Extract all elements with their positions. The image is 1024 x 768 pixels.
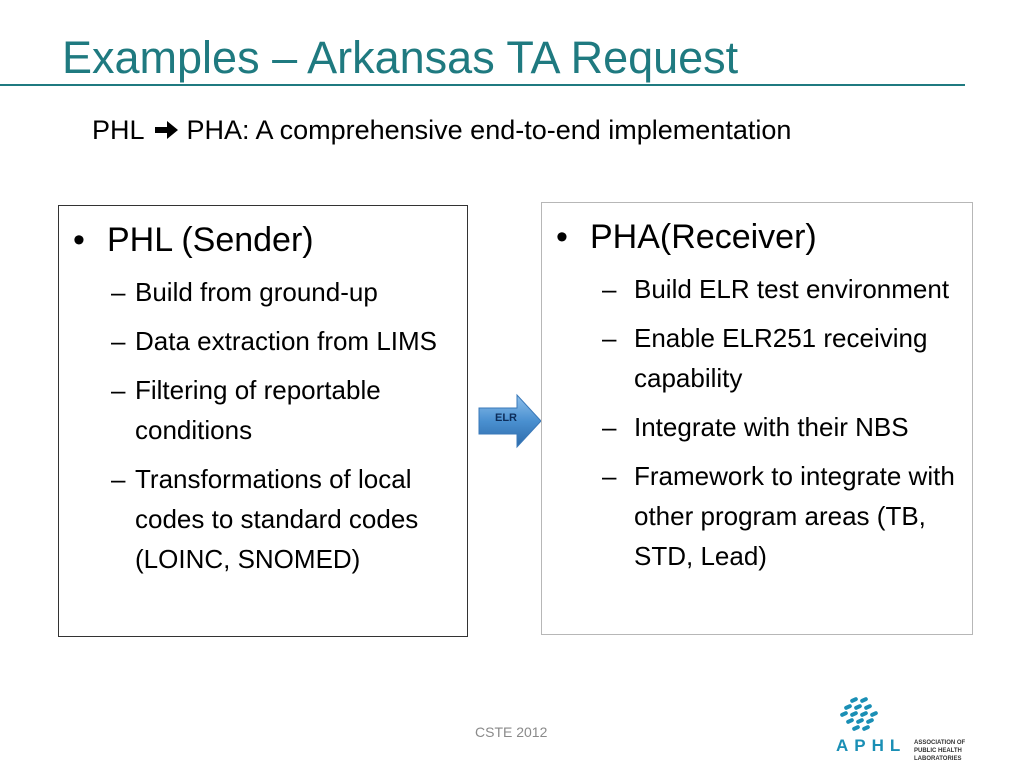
dash-icon: – xyxy=(602,274,617,304)
title-divider xyxy=(0,84,965,86)
bullet-icon: • xyxy=(556,218,568,256)
bullet-icon: • xyxy=(73,221,85,259)
dash-icon: – xyxy=(602,461,617,491)
list-item xyxy=(556,407,962,447)
slide-subtitle xyxy=(92,113,791,147)
list-item xyxy=(73,321,457,361)
list-item-text: Enable ELR251 receiving capability xyxy=(634,323,928,393)
subtitle-source: PHL xyxy=(92,115,145,145)
subtitle-target: PHA: A comprehensive end-to-end implementation xyxy=(186,115,792,145)
sender-heading-text: PHL (Sender) xyxy=(107,221,314,259)
receiver-list xyxy=(556,269,962,576)
list-item xyxy=(73,272,457,312)
arrow-right-icon xyxy=(153,119,179,141)
dash-icon: – xyxy=(111,326,126,356)
list-item-text: Build from ground-up xyxy=(135,277,378,307)
elr-label: ELR xyxy=(495,412,517,424)
dash-icon: – xyxy=(111,375,126,405)
aphl-logo-mark-icon xyxy=(836,696,880,736)
sender-heading xyxy=(73,218,457,262)
dash-icon: – xyxy=(602,323,617,353)
receiver-panel xyxy=(541,202,973,635)
list-item xyxy=(73,459,457,579)
receiver-heading-text: PHA(Receiver) xyxy=(590,218,817,256)
list-item-text: Integrate with their NBS xyxy=(634,412,909,442)
list-item xyxy=(556,318,962,398)
list-item-text: Data extraction from LIMS xyxy=(135,326,437,356)
dash-icon: – xyxy=(111,464,126,494)
footer-text: CSTE 2012 xyxy=(475,724,548,740)
sender-list xyxy=(73,272,457,579)
dash-icon: – xyxy=(602,412,617,442)
logo-wordmark: APHL xyxy=(836,736,907,755)
dash-icon: – xyxy=(111,277,126,307)
receiver-heading xyxy=(556,215,962,259)
logo-tagline: ASSOCIATION OF PUBLIC HEALTH LABORATORIES xyxy=(914,740,966,762)
sender-panel xyxy=(58,205,468,637)
list-item xyxy=(556,269,962,309)
list-item-text: Filtering of reportable conditions xyxy=(135,375,381,445)
slide-title: Examples – Arkansas TA Request xyxy=(62,32,739,83)
list-item xyxy=(73,370,457,450)
list-item xyxy=(556,456,962,576)
list-item-text: Transformations of local codes to standard codes (LOINC, SNOMED) xyxy=(135,464,419,574)
aphl-logo xyxy=(836,696,976,760)
list-item-text: Framework to integrate with other program areas (TB, STD, Lead) xyxy=(634,461,955,571)
list-item-text: Build ELR test environment xyxy=(634,274,950,304)
